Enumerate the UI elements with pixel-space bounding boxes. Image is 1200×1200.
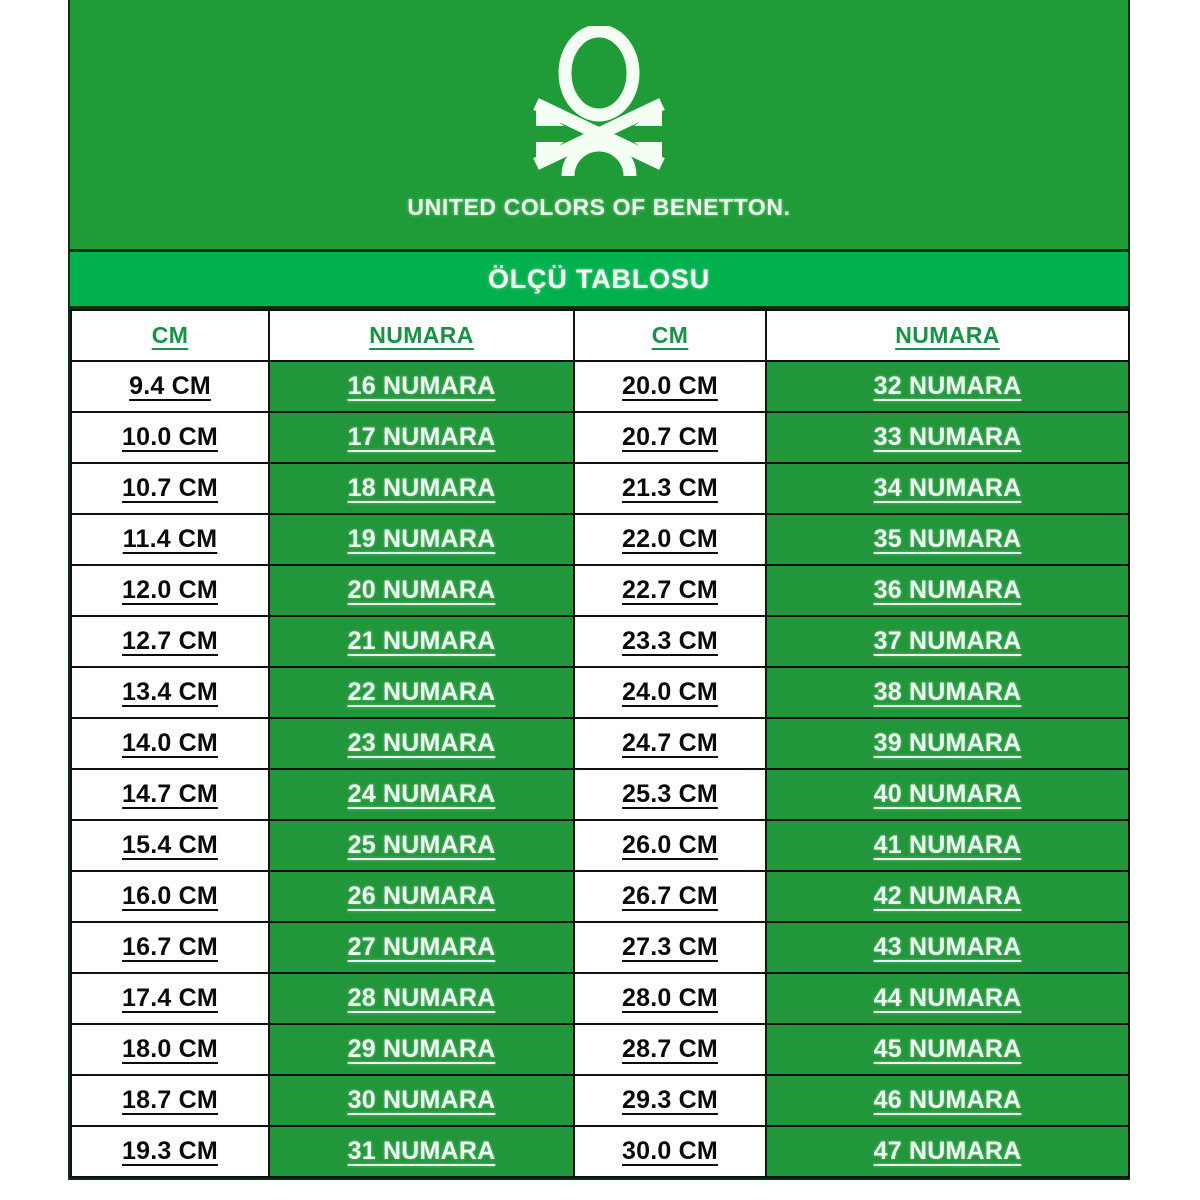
table-row: [71, 1126, 1129, 1177]
numara-cell: [269, 463, 574, 514]
cm-cell: [71, 871, 269, 922]
cm-cell: [71, 565, 269, 616]
cm-cell: [574, 616, 766, 667]
cell-label: 23.3 CM: [622, 627, 718, 655]
cell-label: 12.7 CM: [122, 627, 218, 655]
cm-cell: [71, 412, 269, 463]
numara-cell: [269, 565, 574, 616]
cell-label: 20.0 CM: [622, 372, 718, 400]
cell-label: 9.4 CM: [129, 372, 211, 400]
cell-label: 46 NUMARA: [873, 1086, 1022, 1114]
column-header-label: NUMARA: [369, 322, 474, 348]
column-header-numara-4: [766, 310, 1129, 361]
cm-cell: [574, 769, 766, 820]
cm-cell: [574, 1075, 766, 1126]
size-table-head: [71, 310, 1129, 361]
cell-label: 14.7 CM: [122, 780, 218, 808]
cell-label: 24.7 CM: [622, 729, 718, 757]
size-chart-frame: [68, 0, 1130, 1180]
table-row: [71, 718, 1129, 769]
cell-label: 22.0 CM: [622, 525, 718, 553]
brand-header: [70, 0, 1128, 252]
cm-cell: [574, 667, 766, 718]
numara-cell: [766, 769, 1129, 820]
cell-label: 30 NUMARA: [347, 1086, 496, 1114]
cell-label: 11.4 CM: [122, 525, 218, 553]
numara-cell: [766, 820, 1129, 871]
page-title: ÖLÇÜ TABLOSU: [487, 263, 711, 294]
numara-cell: [269, 412, 574, 463]
numara-cell: [766, 718, 1129, 769]
cm-cell: [574, 718, 766, 769]
column-header-label: CM: [651, 322, 689, 348]
numara-cell: [269, 718, 574, 769]
column-header-cm-1: [71, 310, 269, 361]
table-row: [71, 871, 1129, 922]
cm-cell: [574, 463, 766, 514]
cell-label: 27 NUMARA: [347, 933, 496, 961]
cell-label: 20.7 CM: [622, 423, 718, 451]
cell-label: 21.3 CM: [622, 474, 718, 502]
column-header-label: CM: [151, 322, 189, 348]
numara-cell: [766, 1075, 1129, 1126]
table-row: [71, 463, 1129, 514]
cell-label: 38 NUMARA: [873, 678, 1022, 706]
cell-label: 28.0 CM: [622, 984, 718, 1012]
cell-label: 39 NUMARA: [873, 729, 1022, 757]
cm-cell: [574, 412, 766, 463]
cell-label: 24.0 CM: [622, 678, 718, 706]
table-row: [71, 922, 1129, 973]
cell-label: 18.0 CM: [122, 1035, 218, 1063]
cell-label: 21 NUMARA: [347, 627, 496, 655]
cell-label: 18 NUMARA: [347, 474, 496, 502]
cell-label: 36 NUMARA: [873, 576, 1022, 604]
cell-label: 10.0 CM: [122, 423, 218, 451]
numara-cell: [269, 871, 574, 922]
cm-cell: [574, 922, 766, 973]
cm-cell: [71, 616, 269, 667]
cm-cell: [574, 565, 766, 616]
cell-label: 26.7 CM: [622, 882, 718, 910]
cell-label: 33 NUMARA: [873, 423, 1022, 451]
numara-cell: [766, 871, 1129, 922]
cell-label: 22.7 CM: [622, 576, 718, 604]
numara-cell: [766, 922, 1129, 973]
cm-cell: [71, 922, 269, 973]
numara-cell: [766, 463, 1129, 514]
cell-label: 26.0 CM: [622, 831, 718, 859]
cm-cell: [71, 463, 269, 514]
cell-label: 17.4 CM: [122, 984, 218, 1012]
cm-cell: [574, 1126, 766, 1177]
benetton-knot-logo-icon: [524, 26, 674, 186]
numara-cell: [766, 1126, 1129, 1177]
cell-label: 29.3 CM: [622, 1086, 718, 1114]
cell-label: 26 NUMARA: [347, 882, 496, 910]
cm-cell: [574, 820, 766, 871]
cm-cell: [71, 973, 269, 1024]
cm-cell: [71, 1075, 269, 1126]
cell-label: 23 NUMARA: [347, 729, 496, 757]
cell-label: 17 NUMARA: [347, 423, 496, 451]
numara-cell: [269, 616, 574, 667]
cell-label: 19 NUMARA: [347, 525, 496, 553]
cell-label: 28 NUMARA: [347, 984, 496, 1012]
cm-cell: [574, 871, 766, 922]
table-row: [71, 361, 1129, 412]
cell-label: 37 NUMARA: [873, 627, 1022, 655]
cell-label: 22 NUMARA: [347, 678, 496, 706]
cell-label: 44 NUMARA: [873, 984, 1022, 1012]
brand-wordmark: UNITED COLORS OF BENETTON.: [407, 194, 791, 220]
cell-label: 42 NUMARA: [873, 882, 1022, 910]
cm-cell: [71, 769, 269, 820]
cm-cell: [574, 514, 766, 565]
table-row: [71, 514, 1129, 565]
numara-cell: [766, 514, 1129, 565]
cell-label: 45 NUMARA: [873, 1035, 1022, 1063]
cell-label: 40 NUMARA: [873, 780, 1022, 808]
numara-cell: [269, 922, 574, 973]
cm-cell: [71, 820, 269, 871]
numara-cell: [269, 820, 574, 871]
table-row: [71, 667, 1129, 718]
cm-cell: [71, 1126, 269, 1177]
numara-cell: [269, 1024, 574, 1075]
column-header-cm-3: [574, 310, 766, 361]
cell-label: 47 NUMARA: [873, 1137, 1022, 1165]
table-row: [71, 1075, 1129, 1126]
cell-label: 16.0 CM: [122, 882, 218, 910]
numara-cell: [269, 1075, 574, 1126]
cell-label: 19.3 CM: [122, 1137, 218, 1165]
cell-label: 12.0 CM: [122, 576, 218, 604]
cell-label: 16 NUMARA: [347, 372, 496, 400]
numara-cell: [269, 514, 574, 565]
cell-label: 25.3 CM: [622, 780, 718, 808]
numara-cell: [269, 667, 574, 718]
column-header-numara-2: [269, 310, 574, 361]
table-header-row: [71, 310, 1129, 361]
table-row: [71, 412, 1129, 463]
cm-cell: [71, 514, 269, 565]
cell-label: 32 NUMARA: [873, 372, 1022, 400]
cell-label: 31 NUMARA: [347, 1137, 496, 1165]
size-table-body: [71, 361, 1129, 1177]
cell-label: 34 NUMARA: [873, 474, 1022, 502]
numara-cell: [269, 973, 574, 1024]
table-row: [71, 1024, 1129, 1075]
size-table: [70, 309, 1130, 1178]
cell-label: 20 NUMARA: [347, 576, 496, 604]
table-row: [71, 820, 1129, 871]
numara-cell: [766, 361, 1129, 412]
table-row: [71, 616, 1129, 667]
numara-cell: [269, 361, 574, 412]
numara-cell: [766, 973, 1129, 1024]
table-row: [71, 973, 1129, 1024]
cell-label: 30.0 CM: [622, 1137, 718, 1165]
cm-cell: [574, 973, 766, 1024]
numara-cell: [766, 412, 1129, 463]
cell-label: 15.4 CM: [122, 831, 218, 859]
cell-label: 10.7 CM: [122, 474, 218, 502]
cm-cell: [574, 1024, 766, 1075]
numara-cell: [269, 769, 574, 820]
cm-cell: [574, 361, 766, 412]
numara-cell: [269, 1126, 574, 1177]
numara-cell: [766, 565, 1129, 616]
cell-label: 16.7 CM: [122, 933, 218, 961]
cell-label: 28.7 CM: [622, 1035, 718, 1063]
cell-label: 25 NUMARA: [347, 831, 496, 859]
numara-cell: [766, 667, 1129, 718]
table-row: [71, 565, 1129, 616]
cm-cell: [71, 1024, 269, 1075]
cell-label: 24 NUMARA: [347, 780, 496, 808]
cell-label: 14.0 CM: [122, 729, 218, 757]
numara-cell: [766, 1024, 1129, 1075]
table-row: [71, 769, 1129, 820]
column-header-label: NUMARA: [895, 322, 1000, 348]
cm-cell: [71, 667, 269, 718]
cell-label: 35 NUMARA: [873, 525, 1022, 553]
cell-label: 41 NUMARA: [873, 831, 1022, 859]
numara-cell: [766, 616, 1129, 667]
cell-label: 18.7 CM: [122, 1086, 218, 1114]
cm-cell: [71, 361, 269, 412]
cell-label: 29 NUMARA: [347, 1035, 496, 1063]
title-band: [70, 252, 1128, 309]
cell-label: 43 NUMARA: [873, 933, 1022, 961]
cell-label: 13.4 CM: [122, 678, 218, 706]
cm-cell: [71, 718, 269, 769]
cell-label: 27.3 CM: [622, 933, 718, 961]
